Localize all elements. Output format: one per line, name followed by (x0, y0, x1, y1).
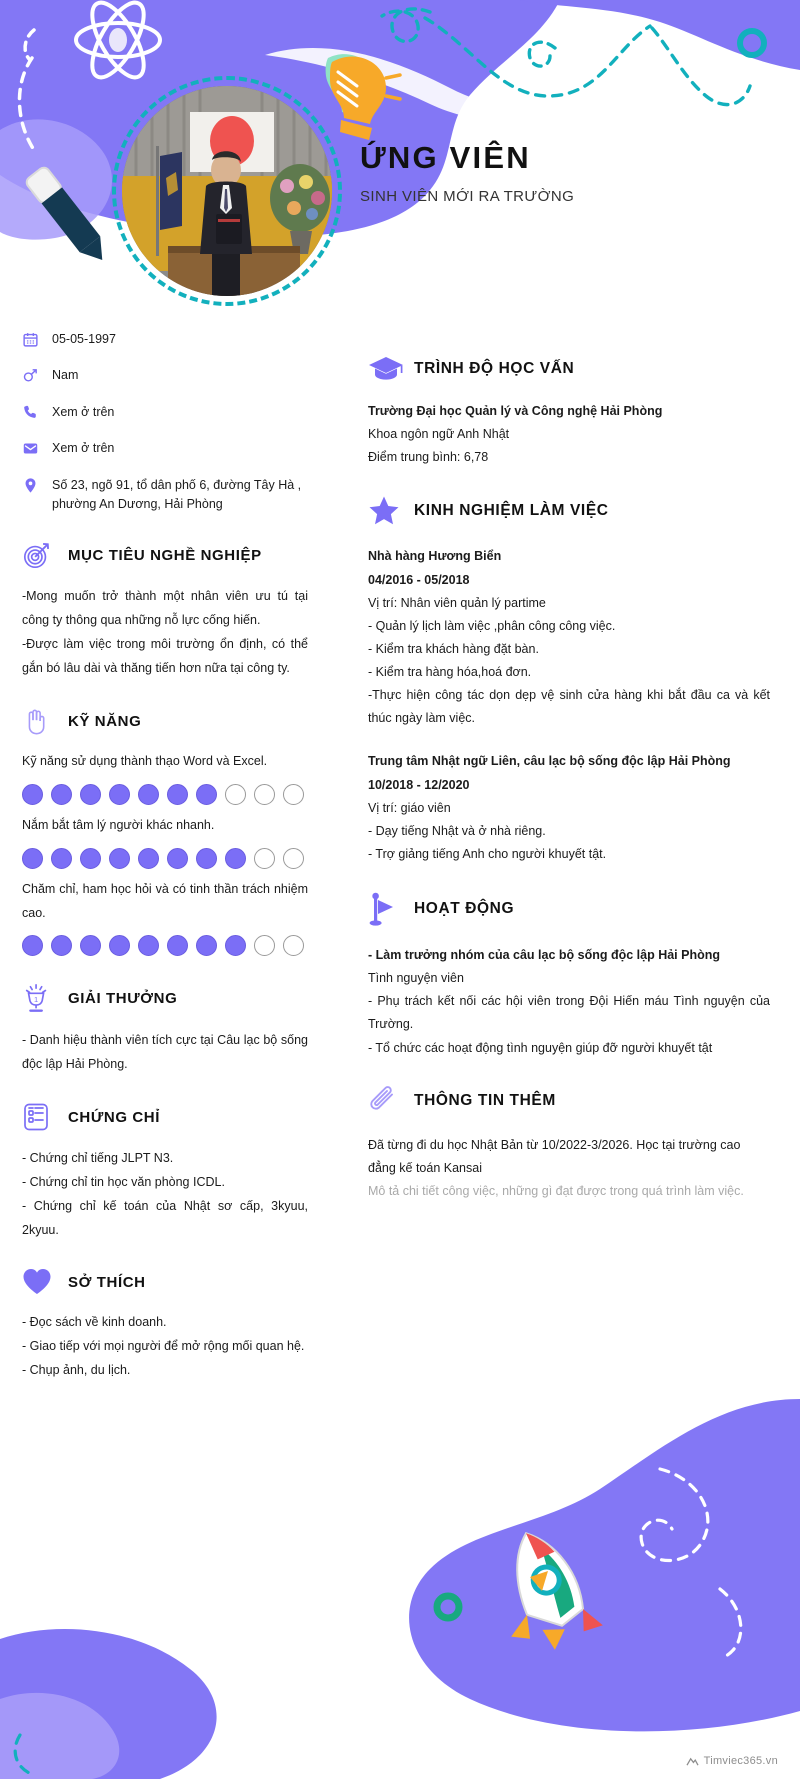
job-duty: - Dạy tiếng Nhật và ở nhà riêng. (368, 823, 546, 838)
email-icon (22, 439, 52, 457)
objective-line-2: -Được làm việc trong môi trường ổn định, có thể gắn bó lâu dài và thăng tiến hơn nữa tại công ty. (22, 637, 308, 676)
contact-value: Nam (52, 368, 79, 383)
contact-value: Xem ở trên (52, 441, 115, 456)
trophy-icon (22, 982, 62, 1014)
education-faculty: Khoa ngôn ngữ Anh Nhật (368, 427, 510, 442)
right-column (330, 330, 800, 1382)
job-duty: - Quản lý lịch làm việc ,phân công công việc. (368, 618, 616, 633)
contact-value: Số 23, ngõ 91, tổ dân phố 6, đường Tây Hà , phường An Dương, Hải Phòng (52, 477, 302, 511)
cv-body (0, 330, 800, 1382)
section-awards-header (22, 982, 308, 1014)
education-gpa: Điểm trung bình: 6,78 (368, 450, 489, 465)
additional-placeholder: Mô tả chi tiết công việc, những gì đạt được trong quá trình làm việc. (368, 1183, 744, 1198)
contact-item-phone (22, 403, 308, 422)
section-skills-header (22, 706, 308, 736)
job-period: 04/2016 - 05/2018 (368, 572, 470, 587)
section-experience-header (368, 495, 770, 527)
activity-heading: - Làm trưởng nhóm của câu lạc bộ sống độc lập Hải Phòng (368, 948, 720, 962)
section-title: HOẠT ĐỘNG (414, 900, 515, 917)
job-company: Trung tâm Nhật ngữ Liên, câu lạc bộ sống độc lập Hải Phòng (368, 754, 731, 769)
section-title: CHỨNG CHỈ (68, 1108, 161, 1126)
job-company: Nhà hàng Hương Biển (368, 549, 502, 564)
job-position: Vị trí: Nhân viên quản lý partime (368, 595, 546, 610)
skill-rating-2 (22, 848, 308, 869)
education-school: Trường Đại học Quản lý và Công nghệ Hải Phòng (368, 404, 663, 418)
logo-icon (686, 1756, 699, 1767)
credit-text: Timviec365.vn (703, 1755, 778, 1767)
skill-rating-1 (22, 784, 308, 805)
section-title: KỸ NĂNG (68, 712, 142, 730)
skill-label: Kỹ năng sử dụng thành thạo Word và Excel. (22, 754, 268, 769)
footer-decoration (0, 1339, 800, 1779)
avatar (112, 76, 342, 306)
section-title: KINH NGHIỆM LÀM VIỆC (414, 502, 609, 520)
svg-text:1: 1 (33, 995, 39, 1004)
paperclip-icon (368, 1086, 408, 1116)
job-period: 10/2018 - 12/2020 (368, 777, 470, 792)
candidate-photo (122, 86, 332, 296)
activity-item: - Phụ trách kết nối các hội viên trong Đội Hiến máu Tình nguyện của Trường. (368, 994, 770, 1032)
job-duty: -Thực hiện công tác dọn dẹp vệ sinh cửa hàng khi bắt đầu ca và kết thúc ngày làm việc. (368, 688, 770, 726)
contact-item-birthdate (22, 330, 308, 349)
activity-role: Tình nguyện viên (368, 971, 464, 986)
contact-item-address (22, 476, 308, 515)
graduation-cap-icon (368, 356, 408, 382)
job-duty: - Kiểm tra hàng hóa,hoá đơn. (368, 665, 532, 679)
phone-icon (22, 403, 52, 421)
hobby-item: - Chụp ảnh, du lịch. (22, 1363, 131, 1378)
section-certificates-header (22, 1102, 308, 1132)
job-duty: - Kiểm tra khách hàng đặt bàn. (368, 641, 539, 656)
contact-item-gender (22, 366, 308, 385)
star-icon (368, 495, 408, 527)
location-icon (22, 476, 52, 494)
page-subtitle: SINH VIÊN MỚI RA TRƯỜNG (360, 187, 575, 205)
experience-job (368, 750, 770, 866)
experience-job (368, 545, 770, 730)
contact-item-email (22, 439, 308, 458)
skill-rating-3 (22, 935, 308, 956)
job-duty: - Trợ giảng tiếng Anh cho người khuyết tật. (368, 846, 607, 861)
certificate-item: - Chứng chỉ kế toán của Nhật sơ cấp, 3kyuu, 2kyuu. (22, 1199, 308, 1238)
contact-list (22, 330, 308, 514)
section-activities-header (368, 892, 770, 926)
job-position: Vị trí: giáo viên (368, 800, 451, 815)
hobby-item: - Đọc sách về kinh doanh. (22, 1315, 167, 1330)
additional-text: Đã từng đi du học Nhật Bản từ 10/2022-3/2026. Học tại trường cao đẳng kế toán Kansai (368, 1137, 741, 1175)
calendar-icon (22, 330, 52, 348)
heart-icon (22, 1268, 62, 1296)
checklist-icon (22, 1102, 62, 1132)
certificate-item: - Chứng chỉ tin học văn phòng ICDL. (22, 1175, 225, 1190)
contact-value: 05-05-1997 (52, 332, 116, 346)
section-objective-header (22, 540, 308, 570)
target-icon (22, 540, 62, 570)
flag-icon (368, 892, 408, 926)
hand-icon (22, 706, 62, 736)
section-title: TRÌNH ĐỘ HỌC VẤN (414, 360, 575, 377)
footer-art (0, 1339, 800, 1779)
skill-label: Nắm bắt tâm lý người khác nhanh. (22, 818, 215, 832)
gender-icon (22, 366, 52, 384)
page-title: ỨNG VIÊN (360, 140, 531, 175)
section-education-header (368, 356, 770, 382)
avatar-photo (122, 86, 332, 296)
section-title: MỤC TIÊU NGHỀ NGHIỆP (68, 546, 262, 564)
contact-value: Xem ở trên (52, 404, 115, 419)
watermark-credit (686, 1755, 778, 1767)
certificate-item: - Chứng chỉ tiếng JLPT N3. (22, 1151, 174, 1166)
section-additional-header (368, 1086, 770, 1116)
header-text-block (360, 140, 574, 205)
section-title: THÔNG TIN THÊM (414, 1091, 556, 1109)
section-hobbies-header (22, 1268, 308, 1296)
header-banner (0, 0, 800, 318)
section-title: SỞ THÍCH (68, 1273, 146, 1291)
hobby-item: - Giao tiếp với mọi người để mở rộng mối quan hệ. (22, 1339, 305, 1354)
objective-line-1: -Mong muốn trở thành một nhân viên ưu tú tại công ty thông qua những nỗ lực cống hiến. (22, 589, 308, 628)
left-column (0, 330, 330, 1382)
activity-item: - Tổ chức các hoạt động tình nguyện giúp đỡ người khuyết tật (368, 1040, 713, 1055)
skill-label: Chăm chỉ, ham học hỏi và có tinh thần trách nhiệm cao. (22, 881, 308, 920)
award-item: - Danh hiệu thành viên tích cực tại Câu lạc bộ sống độc lập Hải Phòng. (22, 1033, 308, 1072)
section-title: GIẢI THƯỞNG (68, 989, 178, 1007)
